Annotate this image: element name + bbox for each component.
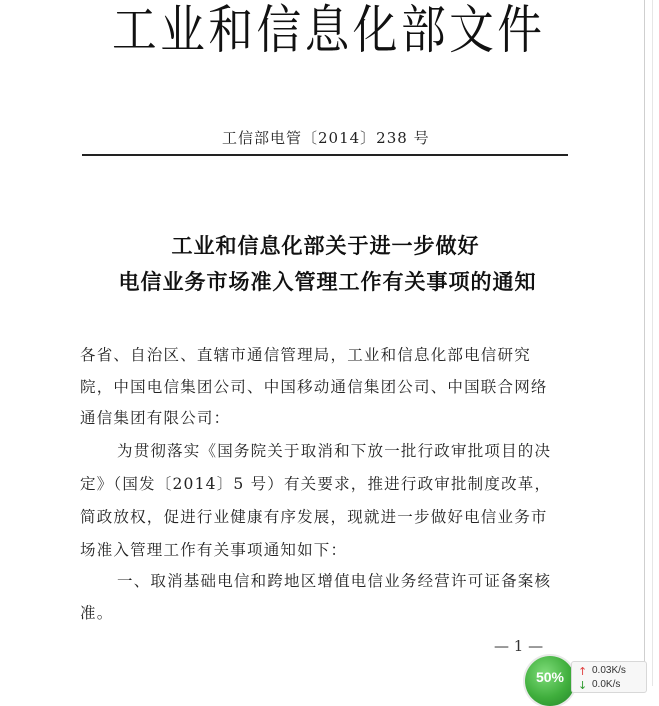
upload-speed: 0.03K/s [592,665,626,676]
body-line-3: 通信集团有限公司： [80,409,231,427]
page-number: — 1 — [494,637,544,655]
network-speed-widget[interactable] [525,656,645,690]
document-number: 工信部电管〔2014〕238 号 [222,129,430,147]
upload-arrow-icon: ↑ [578,665,588,678]
download-arrow-icon: ↓ [578,679,588,692]
body-line-9: 准。 [80,604,114,622]
network-speed-panel [571,661,647,693]
download-speed: 0.0K/s [592,679,621,690]
body-line-2: 院，中国电信集团公司、中国移动通信集团公司、中国联合网络 [80,378,548,396]
page-edge-line [652,0,653,686]
notice-title-line-2: 电信业务市场准入管理工作有关事项的通知 [118,270,537,294]
page-edge-line [644,0,645,686]
document-header-title: 工业和信息化部文件 [112,1,546,61]
notice-title-line-1: 工业和信息化部关于进一步做好 [171,234,480,258]
body-line-1: 各省、自治区、直辖市通信管理局，工业和信息化部电信研究 [80,346,531,364]
network-usage-percent: 50% [535,669,565,685]
body-line-8: 一、取消基础电信和跨地区增值电信业务经营许可证备案核 [117,572,552,590]
body-line-7: 场准入管理工作有关事项通知如下： [80,541,348,559]
body-line-6: 简政放权，促进行业健康有序发展，现就进一步做好电信业务市 [80,508,548,526]
body-line-4: 为贯彻落实《国务院关于取消和下放一批行政审批项目的决 [117,442,552,460]
body-line-5: 定》（国发〔2014〕5 号）有关要求，推进行政审批制度改革， [80,475,552,493]
header-divider [82,154,568,156]
